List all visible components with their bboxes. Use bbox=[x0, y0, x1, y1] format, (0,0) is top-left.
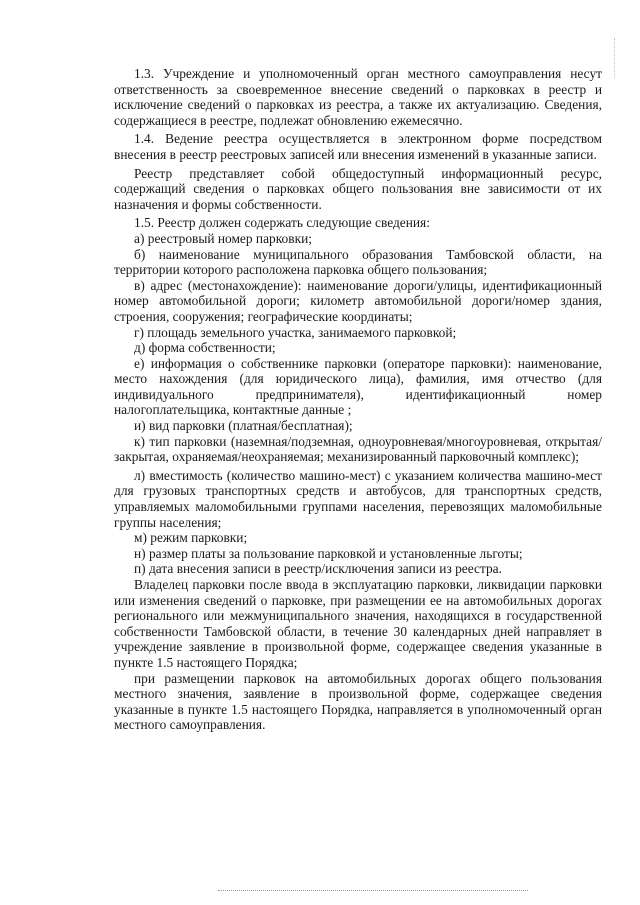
document-body bbox=[114, 66, 602, 733]
list-item-m: м) режим парковки; bbox=[134, 530, 248, 546]
paragraph-local-roads: при размещении парковок на автомобильных дорогах общего пользования местного значения, заявление в произвольной форме, содержащее сведения указанные в пункте 1.5 настоящего Порядка, направляется в уполномоченный орган местного самоуправления. bbox=[114, 670, 602, 733]
scan-margin-mark bbox=[614, 38, 616, 78]
paragraph-1-5: 1.5. Реестр должен содержать следующие сведения: bbox=[134, 215, 430, 231]
list-item-a: а) реестровый номер парковки; bbox=[134, 230, 312, 246]
list-item-p: п) дата внесения записи в реестр/исключения записи из реестра. bbox=[134, 561, 502, 577]
list-item-i: и) вид парковки (платная/бесплатная); bbox=[134, 418, 353, 434]
paragraph-owner-obligation: Владелец парковки после ввода в эксплуатацию парковки, ликвидации парковки или изменения сведений о парковке, при размещении ее на автомобильных дорогах регионального или межмуниципального значения, находящихся в государственной собственности Тамбовской области, в течение 30 календарных дней направляет в учреждение заявление в произвольной форме, содержащее сведения указанные в пункте 1.5 настоящего Порядка; bbox=[114, 577, 602, 670]
scan-footer-line bbox=[218, 890, 528, 891]
list-item-e: е) информация о собственнике парковки (операторе парковки): наименование, место нахождения (для юридического лица), фамилия, имя отчество (для индивидуального предпринимателя), идентификационный номер налогоплательщика, контактные данные ; bbox=[114, 355, 602, 418]
paragraph-1-3: 1.3. Учреждение и уполномоченный орган местного самоуправления несут ответственность за своевременное внесение сведений о парковках в реестр и исключение сведений о парковках из реестра, а также их актуализацию. Сведения, содержащиеся в реестре, подлежат обновлению ежемесячно. bbox=[114, 66, 602, 128]
paragraph-1-4: 1.4. Ведение реестра осуществляется в электронном форме посредством внесения в реестр реестровых записей или внесения изменений в указанные записи. bbox=[114, 131, 602, 162]
list-item-k: к) тип парковки (наземная/подземная, одноуровневая/многоуровневая, открытая/закрытая, охраняемая/неохраняемая; механизированный парковочный комплекс); bbox=[114, 433, 602, 465]
list-item-n: н) размер платы за пользование парковкой и установленные льготы; bbox=[134, 545, 523, 561]
list-item-v: в) адрес (местонахождение): наименование дороги/улицы, идентификационный номер автомобильной дороги; километр автомобильной дороги/номер здания, строения, сооружения; географические координаты; bbox=[114, 277, 602, 324]
list-item-d: д) форма собственности; bbox=[134, 340, 276, 356]
list-item-l: л) вместимость (количество машино-мест) с указанием количества машино-мест для грузовых транспортных средств и автобусов, для транспортных средств, управляемых маломобильными группами населения, перевозящих маломобильные группы населения; bbox=[114, 467, 602, 530]
paragraph-registry-definition: Реестр представляет собой общедоступный информационный ресурс, содержащий сведения о парковках общего пользования вне зависимости от их назначения и формы собственности. bbox=[114, 165, 602, 212]
list-item-b: б) наименование муниципального образования Тамбовской области, на территории которого расположена парковка общего пользования; bbox=[114, 246, 602, 278]
list-item-g: г) площадь земельного участка, занимаемого парковкой; bbox=[134, 324, 457, 340]
